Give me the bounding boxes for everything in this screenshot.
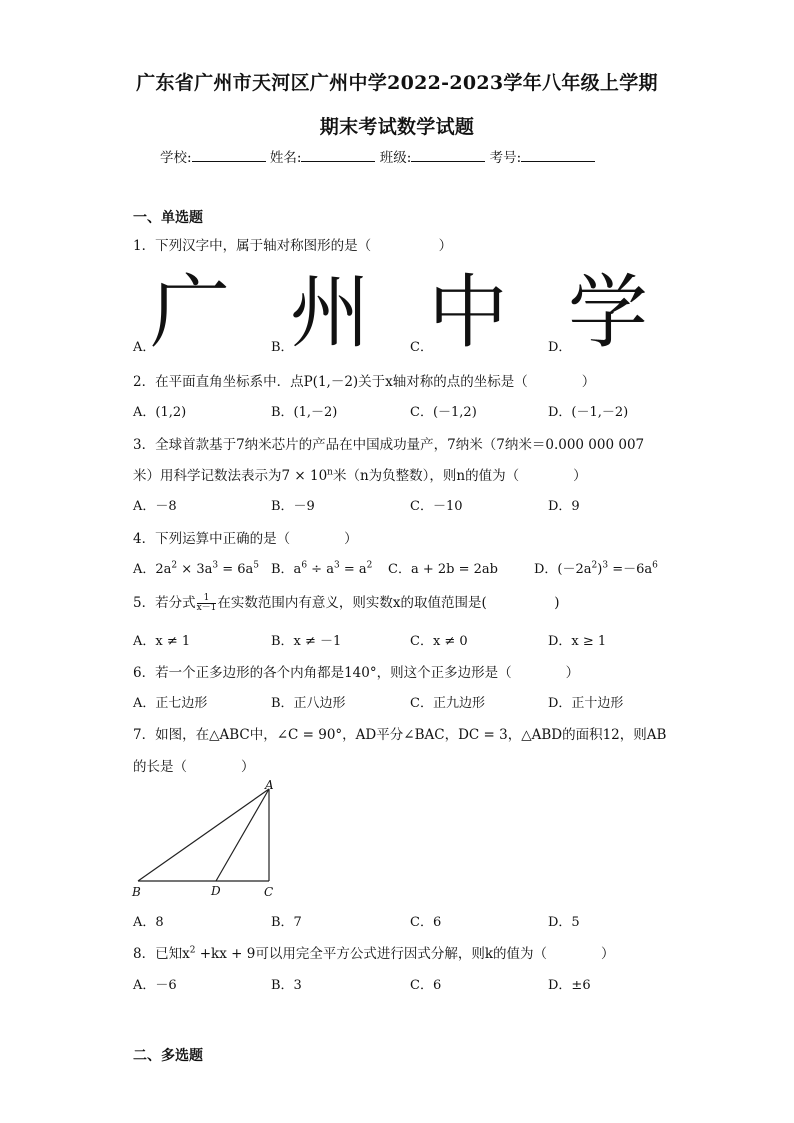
q4-option-d[interactable] [534,558,658,577]
section-heading-single-choice: 一、单选题 [133,210,203,226]
q4-a-part1: A．2a [133,562,172,577]
q8-option-a[interactable]: A．－6 [133,978,177,993]
segment-ad [216,789,269,881]
id-label: 考号: [489,150,522,166]
q2-option-a[interactable]: A．(1,2) [133,405,187,420]
q4-a-sup1: 2 [171,560,178,571]
q8-pre: 8．已知x [133,946,190,962]
q5-option-c[interactable]: C．x ≠ 0 [410,634,468,649]
q2-option-d[interactable]: D．(－1,－2) [548,405,629,420]
q6-option-a[interactable]: A．正七边形 [133,696,208,711]
triangle-figure [128,778,288,902]
q8-post: +kx + 9可以用完全平方公式进行因式分解，则k的值为（ ） [195,946,615,962]
page-title-line1: 广东省广州市天河区广州中学2022-2023学年八年级上学期 [136,72,658,94]
q3-exponent: n [327,467,333,478]
q2-option-c[interactable]: C．(－1,2) [410,405,477,420]
q1-label-a[interactable]: A． [133,340,156,355]
q1-label-b[interactable]: B． [271,340,294,355]
q8-option-c[interactable]: C．6 [410,978,442,993]
q7-line1: 7．如图，在△ABC中，∠C = 90°，AD平分∠BAC，DC = 3，△ABD的面积12，则AB [133,727,667,743]
school-label: 学校: [160,150,192,166]
id-blank[interactable] [521,149,595,162]
q4-b-part3: = a [339,562,367,577]
q2-stem: 2．在平面直角坐标系中．点P(1,－2)关于x轴对称的点的坐标是（ ） [133,374,596,390]
q5-post: 在实数范围内有意义，则实数x的取值范围是( ) [217,595,560,611]
school-blank[interactable] [192,149,266,162]
q4-d-sup1: 2 [591,560,598,571]
class-blank[interactable] [411,149,485,162]
q3-line1: 3．全球首款基于7纳米芯片的产品在中国成功量产，7纳米（7纳米＝0.000 000 007 [133,437,645,453]
q3-option-a[interactable]: A．－8 [133,499,177,514]
q4-d-part3: =－6a [608,562,653,577]
q4-option-a[interactable] [133,558,259,577]
q4-d-part2: ) [597,562,603,577]
q4-b-sup3: 2 [366,560,373,571]
q6-stem: 6．若一个正多边形的各个内角都是140°，则这个正多边形是（ ） [133,665,580,681]
q6-option-b[interactable]: B．正八边形 [271,696,346,711]
q4-option-b[interactable] [271,558,372,577]
q4-b-sup2: 3 [333,560,340,571]
name-label: 姓名: [269,150,302,166]
info-fields [160,146,595,166]
vertex-label-c: C [264,885,274,899]
q4-option-c[interactable]: C．a + 2b = 2ab [388,562,498,577]
q4-d-part1: D．(－2a [534,562,592,577]
q7-line2: 的长是（ ） [133,759,255,775]
q5-option-b[interactable]: B．x ≠ －1 [271,634,342,649]
section-heading-multi-choice: 二、多选题 [133,1048,203,1064]
vertex-label-b: B [132,885,141,899]
q8-option-b[interactable]: B．3 [271,978,302,993]
vertex-label-d: D [211,884,221,898]
q4-a-sup3: 5 [253,560,259,571]
segment-ba [138,789,269,881]
q4-b-part1: B．a [271,562,302,577]
q4-a-part3: = 6a [218,562,254,577]
q6-option-c[interactable]: C．正九边形 [410,696,485,711]
q5-option-a[interactable]: A．x ≠ 1 [133,634,191,649]
q3-line2-pre: 米）用科学记数法表示为7 × 10 [133,468,328,484]
q7-option-b[interactable]: B．7 [271,915,302,930]
q5-fraction [197,594,217,613]
q3-option-c[interactable]: C．－10 [410,499,463,514]
page-title-line2: 期末考试数学试题 [319,116,475,138]
q4-a-sup2: 3 [212,560,219,571]
name-blank[interactable] [301,149,375,162]
q5-stem [133,591,560,613]
q5-option-d[interactable]: D．x ≥ 1 [548,634,607,649]
q3-option-d[interactable]: D．9 [548,499,580,514]
q4-d-sup2: 3 [602,560,609,571]
q8-sup: 2 [189,945,196,956]
q5-numerator: 1 [197,594,217,604]
q7-option-a[interactable]: A．8 [133,915,164,930]
q2-option-b[interactable]: B．(1,－2) [271,405,338,420]
q3-option-b[interactable]: B．－9 [271,499,315,514]
q7-option-c[interactable]: C．6 [410,915,442,930]
q3-line2 [133,464,587,484]
q1-char-c: 中 [428,266,508,359]
vertex-label-a: A [265,778,274,792]
q5-denominator: x－1 [196,603,217,613]
q4-b-part2: ÷ a [307,562,334,577]
q1-char-b: 州 [290,266,370,359]
q8-stem [133,942,615,962]
q5-pre: 5．若分式 [133,595,196,611]
q7-option-d[interactable]: D．5 [548,915,580,930]
q4-b-sup1: 6 [301,560,308,571]
q1-stem: 1．下列汉字中，属于轴对称图形的是（ ） [133,238,453,254]
q1-label-c[interactable]: C． [410,340,433,355]
q4-stem: 4．下列运算中正确的是（ ） [133,531,358,547]
q8-option-d[interactable]: D．±6 [548,978,591,993]
q1-char-a: 广 [150,266,230,359]
q3-line2-post: 米（n为负整数），则n的值为（ ） [332,468,587,484]
class-label: 班级: [379,150,412,166]
q4-a-part2: × 3a [177,562,213,577]
q6-option-d[interactable]: D．正十边形 [548,696,624,711]
q1-label-d[interactable]: D． [548,340,572,355]
q1-char-d: 学 [568,266,648,359]
q4-d-sup3: 6 [652,560,658,571]
